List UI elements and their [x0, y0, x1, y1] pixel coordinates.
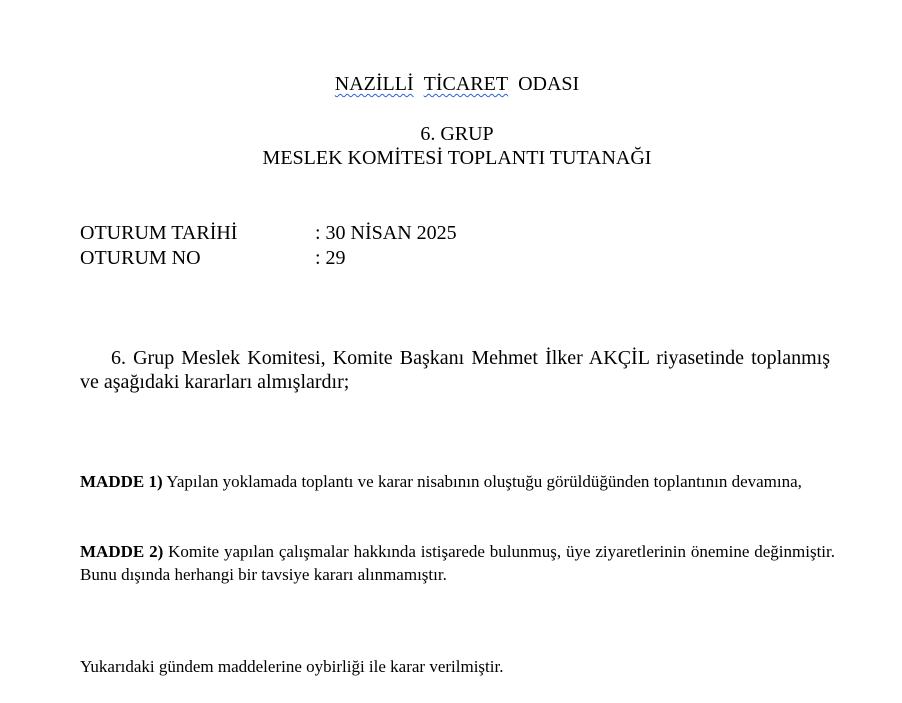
article-1-text: Yapılan yoklamada toplantı ve karar nisabının oluştuğu görüldüğünden toplantının devamına,	[166, 472, 802, 491]
article-1-label: MADDE 1)	[80, 472, 163, 491]
article-2	[80, 540, 835, 586]
article-2-text: Komite yapılan çalışmalar hakkında istişarede bulunmuş, üye ziyaretlerinin önemine değinmiştir. Bunu dışında herhangi bir tavsiye kararı alınmamıştır.	[80, 542, 835, 584]
session-date-label: OTURUM TARİHİ	[80, 222, 238, 244]
intro-paragraph: 6. Grup Meslek Komitesi, Komite Başkanı Mehmet İlker AKÇİL riyasetinde toplanmış ve aşağıdaki kararları almışlardır;	[80, 347, 830, 393]
closing-statement: Yukarıdaki gündem maddelerine oybirliği ile karar verilmiştir.	[80, 657, 504, 676]
group-heading: 6. GRUP	[420, 123, 494, 145]
session-number-value: : 29	[315, 247, 346, 269]
org-word-1: NAZİLLİ	[334, 73, 414, 95]
organization-name	[0, 72, 902, 96]
org-word-3: ODASI	[518, 73, 580, 95]
org-word-2: TİCARET	[423, 73, 509, 95]
session-date-value: : 30 NİSAN 2025	[315, 222, 457, 244]
document-title: MESLEK KOMİTESİ TOPLANTI TUTANAĞI	[262, 147, 652, 169]
session-number-label: OTURUM NO	[80, 247, 201, 269]
article-2-label: MADDE 2)	[80, 542, 164, 561]
article-1	[80, 470, 835, 493]
